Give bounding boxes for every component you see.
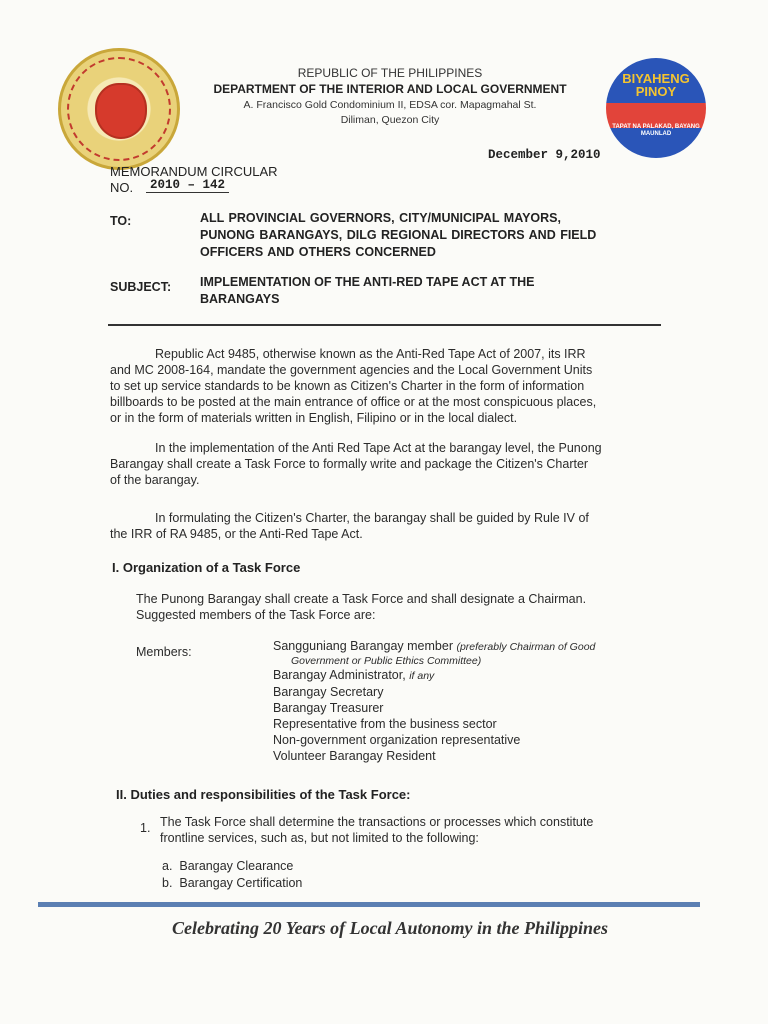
- badge-title: BIYAHENG PINOY: [622, 71, 690, 99]
- member-1-name: Sangguniang Barangay member: [273, 639, 453, 653]
- badge-subtitle: TAPAT NA PALAKAD, BAYANG MAUNLAD: [612, 124, 700, 137]
- section-2-heading: II. Duties and responsibilities of the Task Force:: [116, 787, 411, 802]
- members-list: [273, 638, 673, 764]
- p3-line-1: In formulating the Citizen's Charter, the barangay shall be guided by Rule IV of: [155, 511, 589, 525]
- footer-motto: Celebrating 20 Years of Local Autonomy in the Philippines: [171, 918, 609, 938]
- subject-text: [200, 274, 534, 308]
- p2-line-1: In the implementation of the Anti Red Tape Act at the barangay level, the Punong: [155, 441, 602, 455]
- paragraph-2: [110, 440, 670, 488]
- memo-no-label: NO.: [110, 180, 134, 195]
- memo-title: MEMORANDUM CIRCULAR: [110, 164, 278, 179]
- member-1-note: (preferably Chairman of Good: [456, 641, 596, 653]
- member-2-name: Barangay Administrator,: [273, 668, 406, 682]
- seal-emblem-icon: [95, 83, 147, 139]
- p3-line-2: the IRR of RA 9485, or the Anti-Red Tape Act.: [110, 527, 363, 541]
- sub-item-b-text: Barangay Certification: [179, 876, 303, 890]
- p1-line-5: or in the form of materials written in English, Filipino or in the local dialect.: [110, 411, 518, 425]
- s1-line-1: The Punong Barangay shall create a Task Force and shall designate a Chairman.: [136, 592, 587, 606]
- member-3: Barangay Secretary: [273, 685, 384, 699]
- biyaheng-pinoy-logo: [606, 58, 706, 158]
- section-1-heading: I. Organization of a Task Force: [112, 560, 301, 575]
- p1-line-3: to set up service standards to be known as Citizen's Charter in the form of information: [110, 379, 585, 393]
- p1-line-2: and MC 2008-164, mandate the government agencies and the Local Government Units: [110, 363, 593, 377]
- address-line-2: Diliman, Quezon City: [340, 114, 440, 126]
- member-1: [273, 638, 673, 655]
- p1-line-4: billboards to be posted at the main entrance of office or at the most conspicuous places,: [110, 395, 597, 409]
- p2-line-2: Barangay shall create a Task Force to formally write and package the Citizen's Charter: [110, 457, 589, 471]
- subject-label: SUBJECT:: [110, 280, 172, 294]
- subject-line-2: BARANGAYS: [200, 292, 280, 306]
- sub-item-a-text: Barangay Clearance: [179, 859, 294, 873]
- p2-line-3: of the barangay.: [110, 473, 200, 487]
- section-1-text: [136, 591, 676, 623]
- item-1-line-2: frontline services, such as, but not limited to the following:: [160, 831, 479, 845]
- department-line: DEPARTMENT OF THE INTERIOR AND LOCAL GOVERNMENT: [213, 82, 567, 96]
- footer-divider: [38, 902, 700, 907]
- paragraph-3: [110, 510, 670, 542]
- paragraph-1: [110, 346, 670, 426]
- member-4: Barangay Treasurer: [273, 701, 384, 715]
- sub-item-b-label: b.: [162, 876, 173, 890]
- to-line-3: OFFICERS AND OTHERS CONCERNED: [200, 245, 436, 259]
- subject-line-1: IMPLEMENTATION OF THE ANTI-RED TAPE ACT AT THE: [200, 275, 535, 289]
- item-1-line-1: The Task Force shall determine the transactions or processes which constitute: [160, 815, 594, 829]
- s1-line-2: Suggested members of the Task Force are:: [136, 608, 376, 622]
- sub-item-b: [162, 875, 302, 891]
- member-2: [273, 667, 673, 684]
- member-2-note: if any: [409, 670, 435, 682]
- address-line-1: A. Francisco Gold Condominium II, EDSA cor. Mapagmahal St.: [243, 99, 537, 111]
- to-label: TO:: [110, 214, 132, 228]
- item-1-text: [160, 814, 680, 846]
- item-1-number: 1.: [140, 821, 151, 835]
- memo-number: 2010 – 142: [146, 178, 229, 193]
- to-line-2: PUNONG BARANGAYS, DILG REGIONAL DIRECTORS AND FIELD: [200, 228, 597, 242]
- to-line-1: ALL PROVINCIAL GOVERNORS, CITY/MUNICIPAL MAYORS,: [200, 211, 561, 225]
- sub-item-a-label: a.: [162, 859, 173, 873]
- republic-line: REPUBLIC OF THE PHILIPPINES: [297, 66, 483, 80]
- header-divider: [108, 324, 661, 326]
- sub-item-a: [162, 858, 293, 874]
- member-6: Non-government organization representative: [273, 733, 521, 747]
- member-5: Representative from the business sector: [273, 717, 497, 731]
- p1-line-1: Republic Act 9485, otherwise known as the Anti-Red Tape Act of 2007, its IRR: [155, 347, 586, 361]
- to-recipients: [200, 210, 596, 261]
- member-7: Volunteer Barangay Resident: [273, 749, 436, 763]
- memo-date: December 9,2010: [488, 148, 601, 162]
- dilg-seal-logo: [58, 48, 180, 170]
- member-1-note-2: Government or Public Ethics Committee): [291, 655, 482, 667]
- members-label: Members:: [136, 645, 192, 659]
